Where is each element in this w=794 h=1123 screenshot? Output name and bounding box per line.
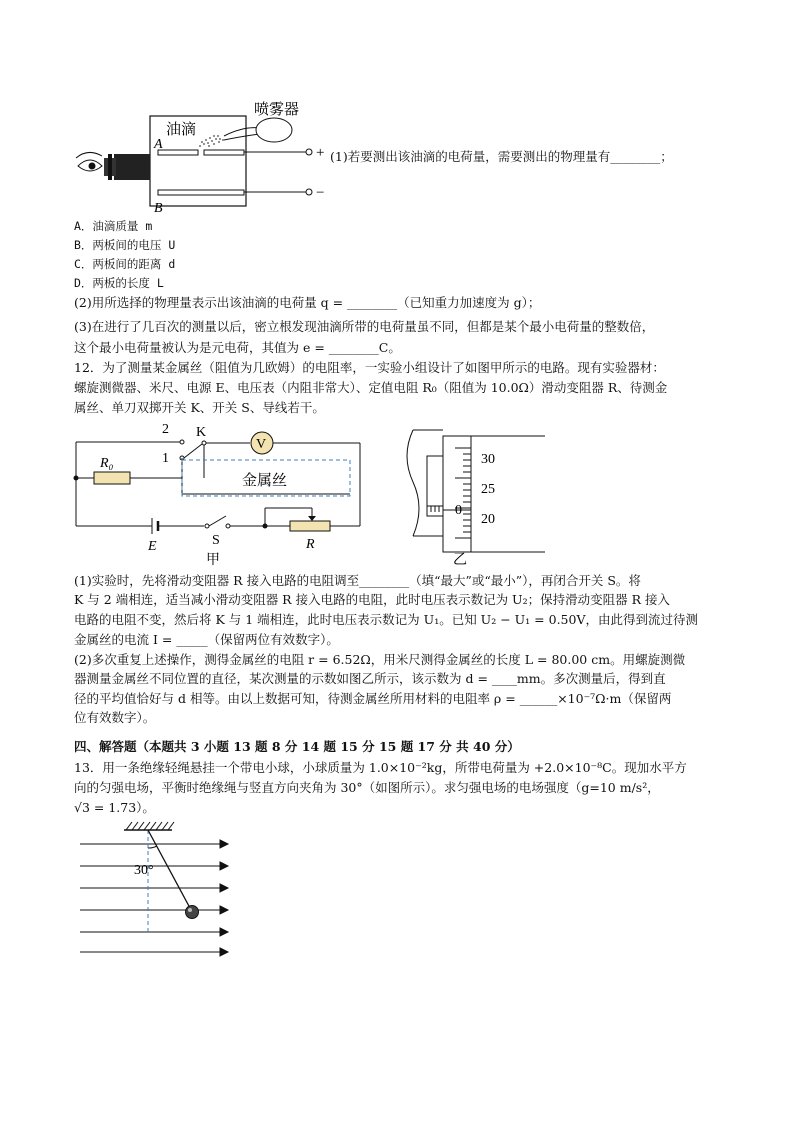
option-b: B．两板间的电压 U — [74, 238, 176, 252]
q13-line1: 13．用一条绝缘轻绳悬挂一个带电小球，小球质量为 1.0×10⁻²kg，所带电荷量为 +2.0×10⁻⁸C。现加水平方 — [74, 760, 687, 775]
micrometer-tick-30: 30 — [481, 452, 495, 467]
switch-s-label: S — [212, 533, 220, 548]
q12-intro-line2: 螺旋测微器、米尺、电源 E、电压表（内阻非常大）、定值电阻 R₀（阻值为 10.0Ω）滑动变阻器 R、待测金 — [74, 380, 668, 395]
voltmeter-label: V — [256, 437, 267, 452]
pendulum-field-figure — [76, 822, 236, 960]
charged-ball — [186, 906, 199, 919]
q12-intro-line1: 12．为了测量某金属丝（阻值为几欧姆）的电阻率，一实验小组设计了如图甲所示的电路。现有实验器材： — [74, 360, 665, 375]
minus-terminal-label: − — [316, 185, 325, 201]
angle-label: 30° — [134, 863, 154, 878]
plate-b — [158, 190, 244, 195]
plate-a-label: A — [154, 137, 163, 152]
q12-p1-line3: 电路的电阻不变，然后将 K 与 1 端相连，此时电压表示数记为 U₁。已知 U₂ − U₁ = 0.50V，由此得到流过待测 — [74, 612, 698, 627]
oil-drop-q1: (1)若要测出该油滴的电荷量，需要测出的物理量有________； — [330, 149, 673, 164]
micrometer-zero: 0 — [455, 503, 462, 518]
option-d: D．两板的长度 L — [74, 276, 164, 290]
circuit-figure — [70, 418, 370, 570]
metal-wire-label: 金属丝 — [242, 473, 288, 489]
q12-p1-line4: 金属丝的电流 I = _____（保留两位有效数字）。 — [74, 632, 339, 647]
battery-e-label: E — [148, 539, 157, 554]
plus-terminal-label: + — [316, 145, 325, 161]
rheostat-r — [290, 521, 330, 531]
micrometer-figure — [395, 426, 555, 568]
q13-line3: √3 = 1.73）。 — [74, 800, 155, 815]
micrometer-tick-20: 20 — [481, 512, 495, 527]
micrometer-tick-25: 25 — [481, 482, 495, 497]
circuit-caption: 甲 — [206, 553, 220, 568]
oil-drop-q3-line1: (3)在进行了几百次的测量以后，密立根发现油滴所带的电荷量虽不同，但都是某个最小电荷量的整数倍， — [74, 319, 655, 334]
q12-intro-line3: 属丝、单刀双掷开关 K、开关 S、导线若干。 — [74, 400, 325, 415]
q12-p1-line1: (1)实验时，先将滑动变阻器 R 接入电路的电阻调至________（填“最大”或“最小”），再闭合开关 S。将 — [74, 573, 641, 588]
millikan-apparatus-figure — [74, 96, 334, 214]
q13-line2: 向的匀强电场，平衡时绝缘绳与竖直方向夹角为 30°（如图所示）。求匀强电场的电场强度（g=10 m/s²， — [74, 780, 660, 795]
option-a: A．油滴质量 m — [74, 219, 153, 233]
oil-drop-q3-line2: 这个最小电荷量被认为是元电荷，其值为 e = ________C。 — [74, 340, 401, 355]
q12-p2-line1: (2)多次重复上述操作，测得金属丝的电阻 r = 6.52Ω，用米尺测得金属丝的长度 L = 80.00 cm。用螺旋测微 — [74, 652, 686, 667]
q12-p2-line4: 位有效数字）。 — [74, 710, 156, 725]
sprayer-label: 喷雾器 — [254, 102, 300, 118]
r0-label: R₀ — [100, 456, 114, 471]
micrometer-caption: 乙 — [453, 553, 467, 568]
resistor-r0 — [94, 472, 130, 484]
section4-heading: 四、解答题（本题共 3 小题 13 题 8 分 14 题 15 分 15 题 17 分 共 40 分） — [74, 739, 520, 754]
node-1-label: 1 — [162, 451, 169, 466]
oil-drop-label: 油滴 — [166, 122, 197, 138]
oil-drop-q2: (2)用所选择的物理量表示出该油滴的电荷量 q = ________（已知重力加速度为 g）； — [74, 295, 541, 310]
option-c: C．两板间的距离 d — [74, 257, 176, 271]
rheostat-r-label: R — [306, 537, 315, 552]
q12-p2-line3: 径的平均值恰好与 d 相等。由以上数据可知，待测金属丝所用材料的电阻率 ρ = ______×10⁻⁷Ω·m（保留两 — [74, 691, 672, 706]
plate-b-label: B — [154, 201, 163, 216]
q12-p2-line2: 器测量金属丝不同位置的直径，某次测量的示数如图乙所示，该示数为 d = ____mm。多次测量后，得到直 — [74, 671, 666, 686]
node-2-label: 2 — [162, 422, 169, 437]
plate-a — [158, 150, 198, 155]
switch-k-label: K — [196, 425, 207, 440]
q12-p1-line2: K 与 2 端相连，适当减小滑动变阻器 R 接入电路的电阻，此时电压表示数记为 U₂；保持滑动变阻器 R 接入 — [74, 592, 670, 607]
